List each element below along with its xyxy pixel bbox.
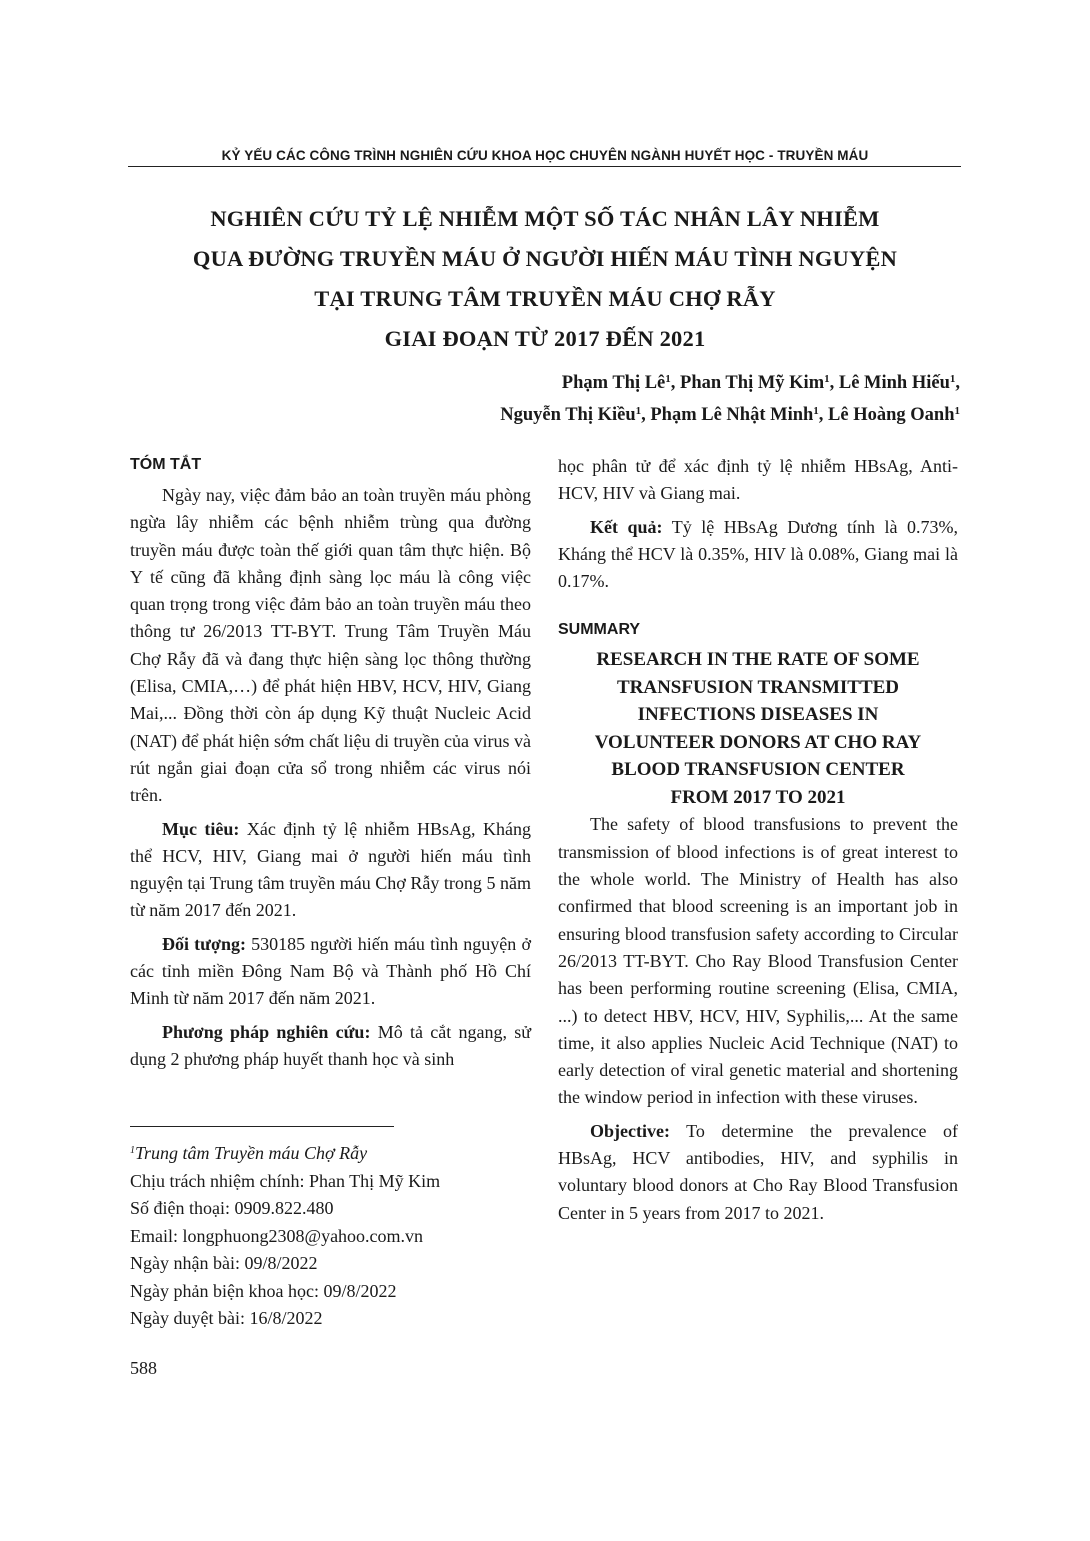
footnote-affiliation: $^1$Trung tâm Truyền máu Chợ Rẫy: [130, 1143, 368, 1163]
summary-heading: SUMMARY: [558, 621, 641, 639]
summary-title-line: VOLUNTEER DONORS AT CHO RAY: [594, 731, 922, 753]
abstract-vi-objective: Mục tiêu: Xác định tỷ lệ nhiễm HBsAg, Kháng thể HCV, HIV, Giang mai ở người hiến máu tình nguyện tại Trung tâm truyền máu Chợ Rẫy trong 5 năm từ năm 2017 đến 2021.: [130, 818, 531, 921]
author-affiliation-mark: 1: [949, 373, 956, 385]
summary-title-line: INFECTIONS DISEASES IN: [637, 704, 879, 726]
methods-text-part-1: Mô tả cắt ngang, sử dụng 2 phương pháp huyết thanh học và sinh: [130, 1021, 531, 1069]
summary-title-line: FROM 2017 TO 2021: [670, 786, 846, 808]
author-affiliation-mark: 1: [635, 405, 642, 417]
author-name: Phan Thị Mỹ Kim: [680, 373, 825, 393]
abstract-vi-subjects: Đối tượng: 530185 người hiến máu tình nguyện ở các tỉnh miền Đông Nam Bộ và Thành phố Hồ Chí Minh từ năm 2017 đến năm 2021.: [130, 933, 531, 1009]
footnote-corresponding-author: Chịu trách nhiệm chính: Phan Thị Mỹ Kim: [130, 1170, 441, 1191]
author-affiliation-mark: 1: [813, 405, 819, 417]
right-column: [558, 453, 958, 1227]
title-line: GIAI ĐOẠN TỪ 2017 ĐẾN 2021: [384, 326, 706, 351]
footnote-email: Email: longphuong2308@yahoo.com.vn: [130, 1225, 424, 1246]
footnote-accepted-date: Ngày duyệt bài: 16/8/2022: [130, 1308, 323, 1328]
footnote-review-date: Ngày phản biện khoa học: 09/8/2022: [130, 1280, 397, 1301]
results-label: Kết quả:: [590, 516, 663, 537]
author-name: Lê Hoàng Oanh: [828, 405, 955, 425]
footnote-rule: [130, 1126, 394, 1127]
abstract-vi-column: [130, 454, 531, 1073]
abstract-vi-methods-continued: [558, 453, 958, 508]
footnotes: [130, 1140, 550, 1333]
summary-objective: Objective: To determine the prevalence of HBsAg, HCV antibodies, HIV, and syphilis in voluntary blood donors at Cho Ray Blood Transfusion Center in 5 years from 2017 to 2021.: [558, 1120, 958, 1223]
page-number: 588: [130, 1358, 157, 1378]
author-line-1: Phạm Thị $Lê^1$, Phan Thị Mỹ Kim$^1$, Lê Minh Hiếu$^1$,: [561, 373, 960, 393]
author-name: Nguyễn Thị Kiều: [500, 405, 636, 425]
running-header: KỶ YẾU CÁC CÔNG TRÌNH NGHIÊN CỨU KHOA HỌC CHUYÊN NGÀNH HUYẾT HỌC - TRUYỀN MÁU: [221, 148, 869, 163]
title-line: NGHIÊN CỨU TỶ LỆ NHIỄM MỘT SỐ TÁC NHÂN LÂY NHIỄM: [210, 206, 880, 231]
abstract-vi-results: Kết quả: Tỷ lệ HBsAg Dương tính là 0.73%, Kháng thể HCV là 0.35%, HIV là 0.08%, Giang mai là 0.17%.: [558, 516, 958, 592]
summary-objective-label: Objective:: [590, 1120, 670, 1141]
objective-label: Mục tiêu:: [162, 818, 240, 839]
abstract-vi-intro: Ngày nay, việc đảm bảo an toàn truyền máu phòng ngừa lây nhiễm các bệnh nhiễm trùng qua đường truyền máu được toàn thế giới quan tâm thực hiện. Bộ Y tế cũng đã khẳng định sàng lọc máu là công việc quan trọng trong việc đảm bảo an toàn truyền máu theo thông tư 26/2013 TT-BYT. Trung Tâm Truyền Máu Chợ Rẫy đã và đang thực hiện sàng lọc thông thường (Elisa, CMIA,…) để phát hiện HBV, HCV, HIV, Giang Mai,... Đồng thời còn áp dụng Kỹ thuật Nucleic Acid (NAT) để phát hiện sớm chất liệu di truyền của virus và rút ngắn giai đoạn cửa sổ trong nhiễm các virus nói trên.: [130, 485, 531, 806]
abstract-vi-methods: [130, 1019, 531, 1074]
abstract-vi-heading: TÓM TẮT: [130, 456, 202, 473]
methods-label: Phương pháp nghiên cứu:: [162, 1021, 371, 1042]
summary-intro: The safety of blood transfusions to prevent the transmission of blood infections is of great interest to the whole world. The Ministry of Health has also confirmed that blood screening is an important job in ensuring blood transfusion safety according to Circular 26/2013 TT-BYT. Cho Ray Blood Transfusion Center has been performing routine screening (Elisa, CMIA, ...) to detect HBV, HCV, HIV, Syphilis,... At the same time, it also applies Nucleic Acid Technique (NAT) to early detection of viral genetic material and shortening the window period in infection with these viruses.: [558, 814, 958, 1108]
summary-title-line: TRANSFUSION TRANSMITTED: [616, 676, 900, 698]
title-line: QUA ĐƯỜNG TRUYỀN MÁU Ở NGƯỜI HIẾN MÁU TÌNH NGUYỆN: [192, 246, 898, 271]
summary-title-line: RESEARCH IN THE RATE OF SOME: [596, 649, 920, 671]
header-rule: [128, 166, 961, 167]
summary-title-line: BLOOD TRANSFUSION CENTER: [611, 759, 905, 781]
author-affiliation-mark: 1: [824, 373, 830, 385]
author-line-2: Nguyễn Thị Kiều$^1$, Phạm Lê Nhật Minh$^1$, Lê Hoàng Oanh$^1$: [500, 405, 960, 425]
subjects-label: Đối tượng:: [162, 933, 246, 954]
footnote-received-date: Ngày nhận bài: 09/8/2022: [130, 1253, 318, 1273]
paper-title: [130, 199, 960, 359]
author-name: Lê Minh Hiếu: [838, 373, 950, 393]
footnote-phone: Số điện thoại: 0909.822.480: [130, 1198, 334, 1218]
author-affiliation-mark: 1: [954, 405, 960, 417]
methods-text-part-2: học phân tử để xác định tỷ lệ nhiễm HBsAg, Anti-HCV, HIV và Giang mai.: [558, 456, 958, 504]
title-line: TẠI TRUNG TÂM TRUYỀN MÁU CHỢ RẪY: [314, 286, 776, 311]
author-name: Phạm Lê Nhật Minh: [650, 405, 814, 425]
author-list: [260, 367, 960, 431]
author-affiliation-mark: 1: [665, 373, 671, 385]
author-name: Phạm Thị Lê: [561, 373, 666, 393]
summary-title: [558, 646, 958, 811]
